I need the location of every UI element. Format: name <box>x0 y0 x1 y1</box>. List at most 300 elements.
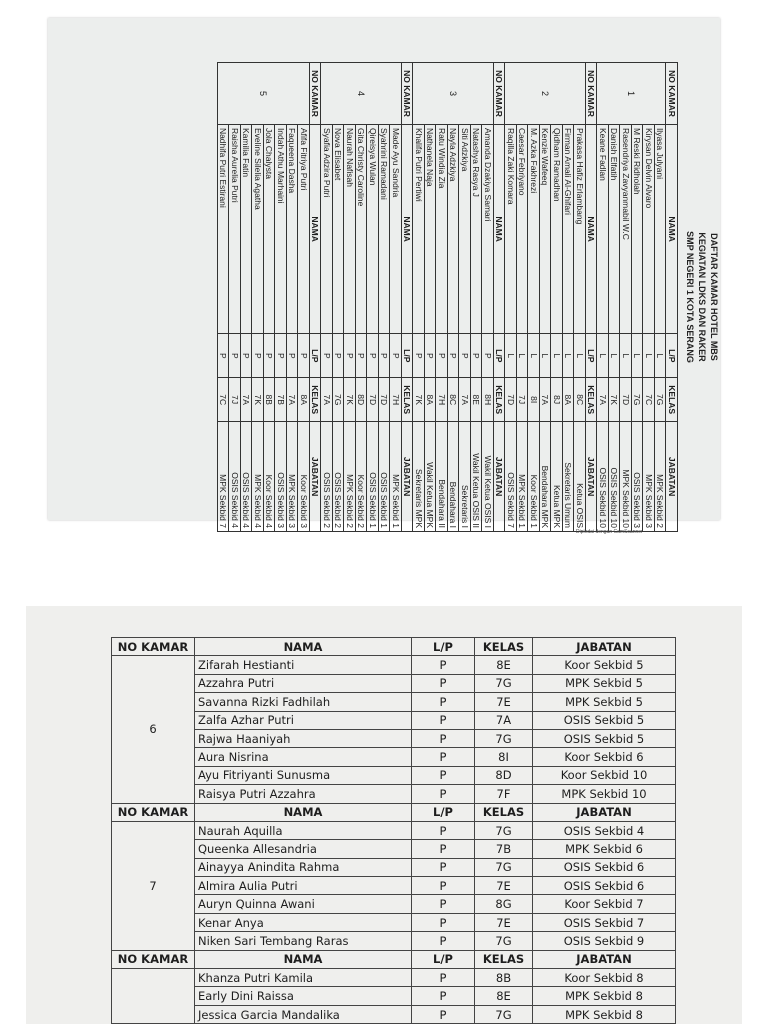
position-cell: MPK Sekbid 1 <box>390 422 402 532</box>
class-cell: 7G <box>475 821 533 839</box>
position-cell: OSIS Sekbid 4 <box>533 821 676 839</box>
gender-cell: L <box>551 334 563 378</box>
header-lp: L/P <box>412 638 475 656</box>
gender-cell: P <box>412 785 475 803</box>
class-cell: 7K <box>344 378 356 422</box>
position-cell: Sekretaris MPK <box>413 422 425 532</box>
header-lp: L/P <box>666 334 678 378</box>
name-cell: Auryn Quinna Awani <box>195 895 412 913</box>
header-jabatan: JABATAN <box>310 422 322 532</box>
position-cell: MPK Sekbid 3 <box>287 422 299 532</box>
gender-cell: P <box>412 766 475 784</box>
header-row <box>402 63 414 532</box>
table-row <box>643 63 655 532</box>
room-table-1 <box>217 62 678 532</box>
position-cell: OSIS Sekbid 6 <box>533 877 676 895</box>
header-nama: NAMA <box>195 638 412 656</box>
class-cell: 7G <box>475 729 533 747</box>
class-cell: 8C <box>574 378 586 422</box>
position-cell: OSIS Sekbid 7 <box>505 422 517 532</box>
class-cell: 7B <box>475 840 533 858</box>
class-cell: 7H <box>390 378 402 422</box>
gender-cell: L <box>517 334 529 378</box>
position-cell: OSIS Sekbid 1 <box>379 422 391 532</box>
table-row <box>655 63 667 532</box>
class-cell: 7A <box>241 378 253 422</box>
position-cell: Koor Sekbid 3 <box>298 422 310 532</box>
table-row <box>413 63 425 532</box>
table-row <box>112 748 676 766</box>
name-cell: Zifarah Hestianti <box>195 656 412 674</box>
position-cell: OSIS Sekbid 5 <box>533 729 676 747</box>
header-row <box>586 63 598 532</box>
table-row <box>333 63 345 532</box>
title-line-2: KEGIATAN LDKS DAN RAKER <box>697 232 707 362</box>
position-cell: OSIS Sekbid 7 <box>533 913 676 931</box>
name-cell: Faqueena Dasha <box>287 124 299 333</box>
header-row <box>112 950 676 968</box>
title-line-3: SMP NEGERI 1 KOTA SERANG <box>685 231 695 363</box>
table-row <box>551 63 563 532</box>
class-cell: 7F <box>475 785 533 803</box>
table-row <box>112 766 676 784</box>
table-row <box>471 63 483 532</box>
header-kelas: KELAS <box>402 378 414 422</box>
table-row <box>390 63 402 532</box>
position-cell: Koor Sekbid 1 <box>528 422 540 532</box>
header-nama: NAMA <box>494 124 506 333</box>
gender-cell: L <box>609 334 621 378</box>
gender-cell: P <box>356 334 368 378</box>
class-cell: 8G <box>475 895 533 913</box>
gender-cell: P <box>413 334 425 378</box>
gender-cell: P <box>412 877 475 895</box>
table-row <box>459 63 471 532</box>
table-row <box>609 63 621 532</box>
class-cell: 7G <box>655 378 667 422</box>
table-row <box>574 63 586 532</box>
table-row <box>112 711 676 729</box>
table-row <box>321 63 333 532</box>
position-cell: Wakil Ketua OSIS II <box>471 422 483 532</box>
gender-cell: L <box>655 334 667 378</box>
table-row <box>632 63 644 532</box>
table-row <box>112 987 676 1005</box>
position-cell: Sekretaris I <box>459 422 471 532</box>
position-cell: Ketua MPK <box>551 422 563 532</box>
position-cell: MPK Sekbid 5 <box>533 674 676 692</box>
table-row <box>112 932 676 950</box>
position-cell: Koor Sekbid 6 <box>533 748 676 766</box>
position-cell: MPK Sekbid 4 <box>252 422 264 532</box>
name-cell: Raisya Putri Azzahra <box>195 785 412 803</box>
gender-cell: P <box>287 334 299 378</box>
class-cell: 8H <box>482 378 494 422</box>
name-cell: Amanda Dzakiya Samari <box>482 124 494 333</box>
position-cell: Koor Sekbid 4 <box>264 422 276 532</box>
name-cell: Qidham Ramadhan <box>551 124 563 333</box>
name-cell: Raqilla Zaki Komara <box>505 124 517 333</box>
position-cell: OSIS Sekbid 3 <box>275 422 287 532</box>
table-row <box>112 969 676 987</box>
name-cell: Ilyasa Julyani <box>655 124 667 333</box>
table-row <box>528 63 540 532</box>
class-cell: 7A <box>540 378 552 422</box>
document-title <box>684 62 720 532</box>
class-cell: 8I <box>475 748 533 766</box>
name-cell: Nova Elisabet <box>333 124 345 333</box>
name-cell: Raisha Aurelia Putri <box>229 124 241 333</box>
gender-cell: P <box>321 334 333 378</box>
name-cell: Aura Nisrina <box>195 748 412 766</box>
header-lp: L/P <box>310 334 322 378</box>
class-cell: 7D <box>367 378 379 422</box>
room-number: 5 <box>218 63 310 125</box>
gender-cell: P <box>344 334 356 378</box>
header-lp: L/P <box>412 950 475 968</box>
name-cell: Nadhifa Putri Estirani <box>218 124 230 333</box>
gender-cell: P <box>229 334 241 378</box>
position-cell: MPK Sekbid 10 <box>533 785 676 803</box>
gender-cell: P <box>218 334 230 378</box>
name-cell: Early Dini Raissa <box>195 987 412 1005</box>
gender-cell: L <box>540 334 552 378</box>
header-jabatan: JABATAN <box>402 422 414 532</box>
header-kelas: KELAS <box>494 378 506 422</box>
gender-cell: P <box>412 711 475 729</box>
name-cell: Made Ayu Sandria <box>390 124 402 333</box>
position-cell: MPK Sekbid 5 <box>533 693 676 711</box>
name-cell: M Reski Ridholah <box>632 124 644 333</box>
position-cell: MPK Sekbid 3 <box>643 422 655 532</box>
room-number: 6 <box>112 656 195 803</box>
name-cell: Jessica Garcia Mandalika <box>195 1005 412 1023</box>
name-cell: Naurah Nafisah <box>344 124 356 333</box>
name-cell: Kenar Anya <box>195 913 412 931</box>
class-cell: 8A <box>425 378 437 422</box>
table-row <box>112 785 676 803</box>
class-cell: 7B <box>275 378 287 422</box>
gender-cell: L <box>574 334 586 378</box>
gender-cell: P <box>436 334 448 378</box>
position-cell: MPK Sekbid 8 <box>533 987 676 1005</box>
table-row <box>275 63 287 532</box>
class-cell: 7E <box>475 693 533 711</box>
name-cell: Keane Fadlan <box>597 124 609 333</box>
name-cell: Qireisya Wulan <box>367 124 379 333</box>
class-cell: 8D <box>475 766 533 784</box>
room-number: 3 <box>413 63 494 125</box>
position-cell: OSIS Sekbid 4 <box>229 422 241 532</box>
room-number: 1 <box>597 63 666 125</box>
header-no-kamar: NO KAMAR <box>112 950 195 968</box>
position-cell: OSIS Sekbid 1 <box>367 422 379 532</box>
gender-cell: P <box>412 729 475 747</box>
name-cell: Ayu Fitriyanti Sunusma <box>195 766 412 784</box>
table-row <box>344 63 356 532</box>
name-cell: Khalifa Putri Pertiwi <box>413 124 425 333</box>
table-row <box>112 840 676 858</box>
table-row <box>356 63 368 532</box>
name-cell: Gita Christy Caroline <box>356 124 368 333</box>
table-row <box>252 63 264 532</box>
gender-cell: P <box>252 334 264 378</box>
table-row <box>112 913 676 931</box>
name-cell: Kenzie Wafeeq <box>540 124 552 333</box>
header-row <box>112 803 676 821</box>
rotated-room-list <box>80 62 720 532</box>
gender-cell: P <box>412 656 475 674</box>
table-row <box>425 63 437 532</box>
class-cell: 7A <box>321 378 333 422</box>
class-cell: 7H <box>436 378 448 422</box>
class-cell: 7C <box>643 378 655 422</box>
gender-cell: L <box>597 334 609 378</box>
class-cell: 8J <box>551 378 563 422</box>
table-row <box>218 63 230 532</box>
gender-cell: P <box>412 932 475 950</box>
header-no-kamar: NO KAMAR <box>112 803 195 821</box>
table-row <box>112 656 676 674</box>
class-cell: 7K <box>609 378 621 422</box>
table-row <box>112 877 676 895</box>
name-cell: Natashya Rasya J <box>471 124 483 333</box>
header-jabatan: JABATAN <box>533 803 676 821</box>
position-cell: OSIS Sekbid 4 <box>241 422 253 532</box>
class-cell: 8E <box>475 987 533 1005</box>
name-cell: Siti Adzkiya <box>459 124 471 333</box>
class-cell: 7G <box>333 378 345 422</box>
table-row <box>517 63 529 532</box>
class-cell: 7A <box>597 378 609 422</box>
position-cell: Bendahara I <box>448 422 460 532</box>
class-cell: 7D <box>620 378 632 422</box>
table-row <box>112 1005 676 1023</box>
table-row <box>620 63 632 532</box>
table-row <box>367 63 379 532</box>
header-lp: L/P <box>412 803 475 821</box>
title-line-1: DAFTAR KAMAR HOTEL MBS <box>709 233 719 361</box>
header-kelas: KELAS <box>475 638 533 656</box>
name-cell: Queenka Allesandria <box>195 840 412 858</box>
table-row <box>112 729 676 747</box>
name-cell: Syahrini Ramadani <box>379 124 391 333</box>
position-cell: MPK Sekbid 10 <box>620 422 632 532</box>
header-lp: L/P <box>494 334 506 378</box>
name-cell: M. Azka Fakhrezi <box>528 124 540 333</box>
header-lp: L/P <box>402 334 414 378</box>
class-cell: 8A <box>563 378 575 422</box>
position-cell: Wakil Ketua OSIS I <box>482 422 494 532</box>
name-cell: Eveline Silelia Agatha <box>252 124 264 333</box>
position-cell: OSIS Sekbid 2 <box>333 422 345 532</box>
name-cell: Khanza Putri Kamila <box>195 969 412 987</box>
room-table-2 <box>111 637 676 1024</box>
position-cell: OSIS Sekbid 3 <box>632 422 644 532</box>
table-row <box>379 63 391 532</box>
gender-cell: P <box>459 334 471 378</box>
gender-cell: P <box>448 334 460 378</box>
name-cell: Rasendriya Zavyanmabil W.C <box>620 124 632 333</box>
name-cell: Kamilia Fatin <box>241 124 253 333</box>
gender-cell: P <box>264 334 276 378</box>
position-cell: MPK Sekbid 1 <box>517 422 529 532</box>
header-lp: L/P <box>586 334 598 378</box>
gender-cell: P <box>367 334 379 378</box>
header-nama: NAMA <box>402 124 414 333</box>
name-cell: Syafia Adzira Putri <box>321 124 333 333</box>
header-jabatan: JABATAN <box>494 422 506 532</box>
class-cell: 7E <box>475 877 533 895</box>
header-jabatan: JABATAN <box>666 422 678 532</box>
position-cell: MPK Sekbid 7 <box>218 422 230 532</box>
position-cell: OSIS Sekbid 9 <box>533 932 676 950</box>
position-cell: Wakil Ketua MPK <box>425 422 437 532</box>
position-cell: Koor Sekbid 7 <box>533 895 676 913</box>
class-cell: 7G <box>475 858 533 876</box>
gender-cell: P <box>412 858 475 876</box>
name-cell: Caesar Febriyano <box>517 124 529 333</box>
room-number: 4 <box>321 63 402 125</box>
header-nama: NAMA <box>195 950 412 968</box>
gender-cell: P <box>275 334 287 378</box>
gender-cell: P <box>412 1005 475 1023</box>
name-cell: Nayla Adzkiya <box>448 124 460 333</box>
name-cell: Savanna Rizki Fadhilah <box>195 693 412 711</box>
name-cell: Afifa Fitriya Putri <box>298 124 310 333</box>
name-cell: Nathanela Naja <box>425 124 437 333</box>
header-row <box>494 63 506 532</box>
name-cell: Jola Chalysta <box>264 124 276 333</box>
position-cell: Koor Sekbid 10 <box>533 766 676 784</box>
gender-cell: P <box>412 987 475 1005</box>
header-kelas: KELAS <box>310 378 322 422</box>
header-kelas: KELAS <box>475 950 533 968</box>
scanner-watermark: Dipindai dengan CamScanner <box>576 529 643 535</box>
gender-cell: P <box>379 334 391 378</box>
class-cell: 7K <box>413 378 425 422</box>
table-row <box>229 63 241 532</box>
table-row <box>540 63 552 532</box>
class-cell: 7G <box>475 932 533 950</box>
position-cell: Koor Sekbid 5 <box>533 656 676 674</box>
gender-cell: P <box>471 334 483 378</box>
name-cell: Kirysan Delvin Alvaro <box>643 124 655 333</box>
class-cell: 7G <box>475 674 533 692</box>
class-cell: 7J <box>517 378 529 422</box>
table-row <box>563 63 575 532</box>
position-cell: OSIS Sekbid 6 <box>533 858 676 876</box>
gender-cell: P <box>298 334 310 378</box>
gender-cell: P <box>412 895 475 913</box>
gender-cell: P <box>482 334 494 378</box>
table-row <box>112 858 676 876</box>
class-cell: 7A <box>459 378 471 422</box>
table-row <box>241 63 253 532</box>
table-row <box>112 821 676 839</box>
table-row <box>597 63 609 532</box>
gender-cell: P <box>412 693 475 711</box>
table-row <box>436 63 448 532</box>
header-no-kamar: NO KAMAR <box>586 63 598 125</box>
position-cell: OSIS Sekbid 5 <box>533 711 676 729</box>
name-cell: Indah Athu Marhaini <box>275 124 287 333</box>
name-cell: Ainayya Anindita Rahma <box>195 858 412 876</box>
gender-cell: P <box>390 334 402 378</box>
position-cell: OSIS Sekbid 2 <box>321 422 333 532</box>
gender-cell: L <box>505 334 517 378</box>
position-cell: Bendahara II <box>436 422 448 532</box>
class-cell: 8B <box>475 969 533 987</box>
table-row <box>287 63 299 532</box>
name-cell: Prakasa Hafiz Erlambang <box>574 124 586 333</box>
scanned-page-1 <box>48 18 720 528</box>
position-cell: Sekretaris Umum <box>563 422 575 532</box>
class-cell: 7D <box>505 378 517 422</box>
header-jabatan: JABATAN <box>533 950 676 968</box>
header-nama: NAMA <box>195 803 412 821</box>
class-cell: 7K <box>252 378 264 422</box>
class-cell: 7A <box>287 378 299 422</box>
table-row <box>482 63 494 532</box>
gender-cell: L <box>563 334 575 378</box>
gender-cell: L <box>528 334 540 378</box>
room-number: 2 <box>505 63 586 125</box>
class-cell: 8A <box>298 378 310 422</box>
class-cell: 8D <box>356 378 368 422</box>
class-cell: 8C <box>448 378 460 422</box>
class-cell: 7A <box>475 711 533 729</box>
position-cell: OSIS Sekbid 10 <box>609 422 621 532</box>
gender-cell: P <box>333 334 345 378</box>
header-row <box>112 638 676 656</box>
class-cell: 7J <box>229 378 241 422</box>
gender-cell: P <box>412 913 475 931</box>
gender-cell: L <box>643 334 655 378</box>
gender-cell: P <box>412 674 475 692</box>
table-row <box>505 63 517 532</box>
header-no-kamar: NO KAMAR <box>402 63 414 125</box>
position-cell: MPK Sekbid 6 <box>533 840 676 858</box>
gender-cell: P <box>412 821 475 839</box>
class-cell: 8I <box>528 378 540 422</box>
name-cell: Naurah Aquilla <box>195 821 412 839</box>
name-cell: Azzahra Putri <box>195 674 412 692</box>
gender-cell: P <box>412 840 475 858</box>
position-cell: OSIS Sekbid 10 <box>597 422 609 532</box>
gender-cell: L <box>620 334 632 378</box>
header-kelas: KELAS <box>666 378 678 422</box>
position-cell: Koor Sekbid 2 <box>356 422 368 532</box>
table-row <box>112 674 676 692</box>
name-cell: Almira Aulia Putri <box>195 877 412 895</box>
table-row <box>298 63 310 532</box>
class-cell: 7G <box>632 378 644 422</box>
header-row <box>666 63 678 532</box>
scanned-page-2 <box>26 606 742 1024</box>
header-no-kamar: NO KAMAR <box>494 63 506 125</box>
position-cell: Bendahara MPK <box>540 422 552 532</box>
header-no-kamar: NO KAMAR <box>666 63 678 125</box>
header-nama: NAMA <box>666 124 678 333</box>
name-cell: Niken Sari Tembang Raras <box>195 932 412 950</box>
position-cell: MPK Sekbid 2 <box>655 422 667 532</box>
gender-cell: P <box>241 334 253 378</box>
position-cell: Koor Sekbid 8 <box>533 969 676 987</box>
gender-cell: P <box>425 334 437 378</box>
room-number <box>112 969 195 1024</box>
class-cell: 8E <box>471 378 483 422</box>
